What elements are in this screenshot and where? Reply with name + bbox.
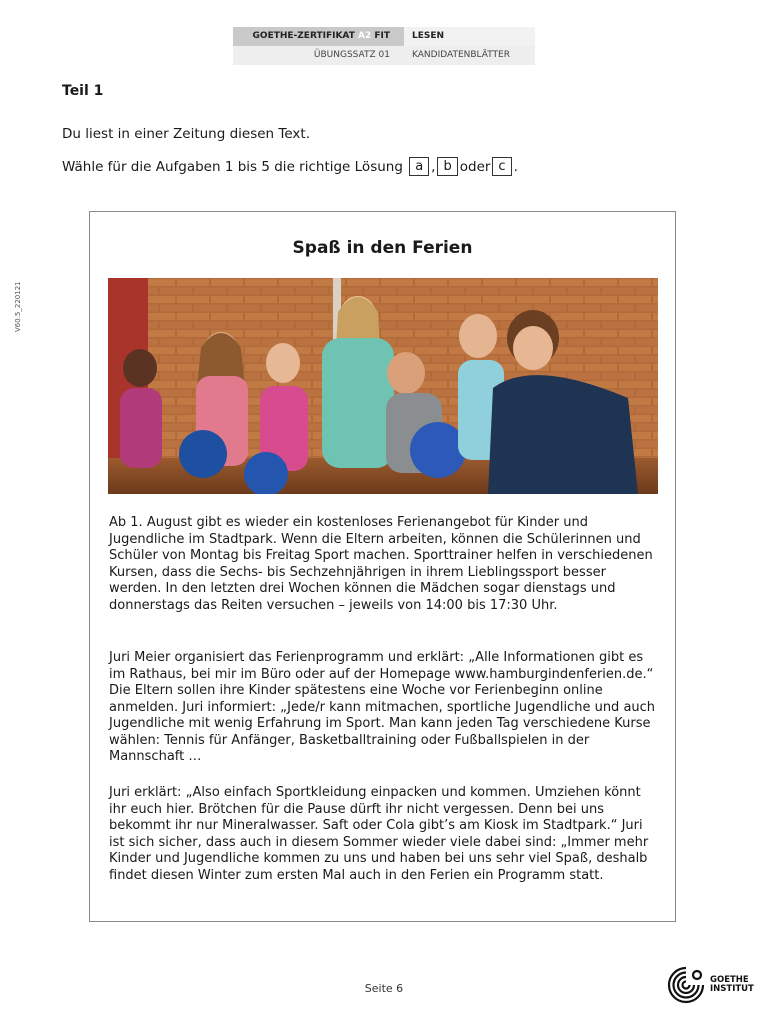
cert-prefix: GOETHE-ZERTIFIKAT — [252, 31, 355, 41]
exam-header — [233, 27, 535, 65]
sheet-label: KANDIDATENBLÄTTER — [404, 46, 535, 65]
period: . — [513, 158, 518, 175]
option-b-box: b — [437, 157, 457, 176]
instruction-2 — [62, 157, 518, 176]
header-row-1 — [233, 27, 535, 46]
version-code: V60.5_220121 — [14, 281, 22, 332]
instruction-1: Du liest in einer Zeitung diesen Text. — [62, 126, 311, 142]
separator: , — [431, 158, 436, 175]
article-paragraph-1: Ab 1. August gibt es wieder ein kostenloses Ferienangebot für Kinder und Jugendliche im Stadtpark. Wenn die Eltern arbeiten, können die Schülerinnen und Schüler von Montag bis Freitag Sport machen. Sporttrainer helfen in verschiedenen Kursen, dass die Sechs- bis Sechzehnjährigen in ihrem Lieblingssport besser werden. In den letzten drei Wochen können die Mädchen sogar dienstags und donnerstags das Reiten versuchen – jeweils von 14:00 bis 17:30 Uhr. — [109, 515, 653, 613]
set-label: ÜBUNGSSATZ 01 — [233, 46, 404, 65]
article-title: Spaß in den Ferien — [292, 238, 473, 258]
logo-line-1: GOETHE — [710, 975, 749, 985]
article-paragraph-2: Juri Meier organisiert das Ferienprogramm und erklärt: „Alle Informationen gibt es im Rathaus, bei mir im Büro oder auf der Homepage www.hamburgindenferien.de.“ Die Eltern sollen ihre Kinder spätestens eine Woche vor Ferienbeginn online anmelden. Juri informiert: „Jede/r kann mitmachen, sportliche Jugendliche und auch Jugendliche mit wenig Erfahrung im Sport. Man kann jeden Tag verschiedene Kurse wählen: Tennis für Anfänger, Basketballtraining oder Fußballspielen in der Mannschaft … — [109, 650, 656, 764]
goethe-logo-icon — [667, 966, 705, 1004]
page-number: Seite 6 — [364, 982, 404, 995]
oder-word: oder — [459, 158, 491, 175]
article-paragraph-3: Juri erklärt: „Also einfach Sportkleidung einpacken und kommen. Umziehen könnt ihr euch hier. Brötchen für die Pause dürft ihr nicht vergessen. Denn bei uns bekommt ihr nur Mineralwasser. Saft oder Cola gibt’s am Kiosk im Stadtpark.“ Juri ist sich sicher, dass auch in diesem Sommer wieder viele dabei sind: „Immer mehr Kinder und Jugendliche kommen zu uns und haben bei uns sehr viel Spaß, deshalb findet diesen Winter zum ersten Mal auch in den Ferien ein Programm statt. — [109, 785, 649, 883]
option-a-box: a — [409, 157, 429, 176]
section-label: LESEN — [404, 27, 535, 46]
goethe-institut-logo — [667, 966, 754, 1004]
option-c-box: c — [492, 157, 511, 176]
article-box — [89, 211, 676, 922]
cert-level: A2 — [357, 31, 372, 41]
article-photo — [108, 278, 658, 494]
instruction-2-text: Wähle für die Aufgaben 1 bis 5 die richtige Lösung — [62, 158, 408, 175]
logo-line-2: INSTITUT — [710, 984, 754, 994]
task-title: Teil 1 — [62, 83, 104, 99]
logo-text — [710, 976, 754, 994]
cert-suffix: FIT — [374, 31, 390, 41]
header-row-2 — [233, 46, 535, 65]
certificate-label — [233, 27, 404, 46]
